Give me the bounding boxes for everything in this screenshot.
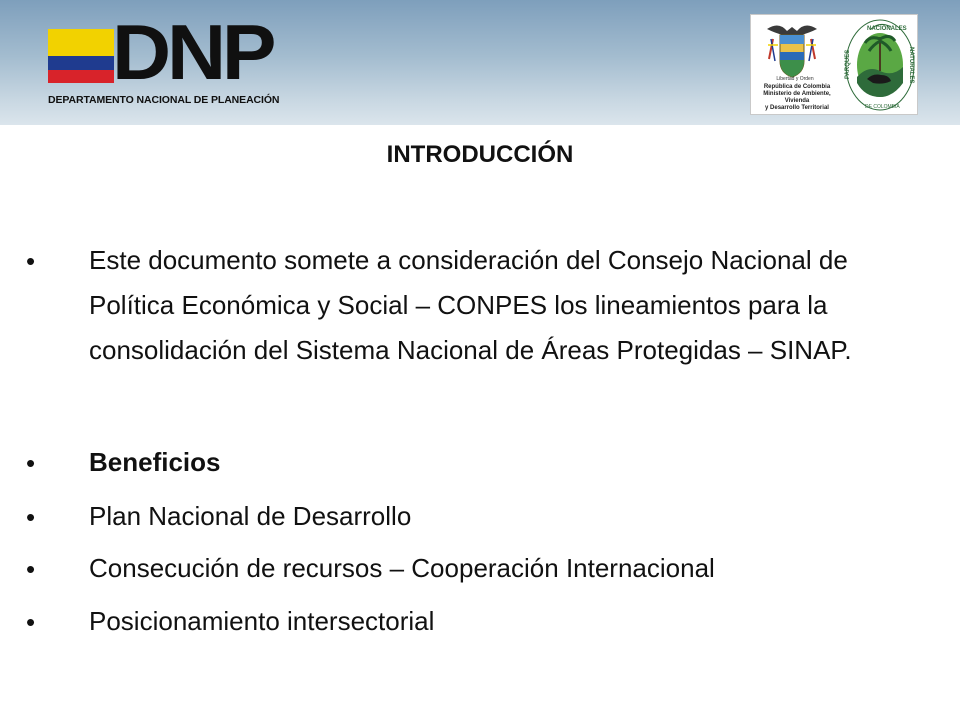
bullet-dot: • — [26, 607, 36, 637]
colombia-flag-icon — [48, 29, 114, 83]
seal-motto: Libertad y Orden — [776, 76, 814, 82]
benefit-text: Plan Nacional de Desarrollo — [89, 501, 412, 531]
slide-header — [0, 0, 960, 125]
bullet-dot: • — [26, 246, 36, 276]
svg-text:NACIONALES: NACIONALES — [867, 26, 907, 32]
svg-text:DE COLOMBIA: DE COLOMBIA — [865, 104, 900, 110]
benefit-text: Consecución de recursos – Cooperación Internacional — [89, 553, 715, 583]
dnp-subtitle: DEPARTAMENTO NACIONAL DE PLANEACIÓN — [48, 94, 280, 106]
slide-title: INTRODUCCIÓN — [386, 141, 574, 168]
intro-paragraph: Este documento somete a consideración del Consejo Nacional de Política Económica y Social – CONPES los lineamientos para la consolidación del Sistema Nacional de Áreas Protegidas – SINAP. — [89, 245, 852, 365]
dnp-wordmark: DNP — [112, 8, 273, 96]
seal-colombia-caption: República de Colombia Ministerio de Ambiente, Vivienda y Desarrollo Territorial — [763, 84, 831, 111]
svg-text:PARQUES: PARQUES — [845, 49, 851, 79]
dnp-logo — [48, 8, 298, 107]
benefit-text: Posicionamiento intersectorial — [89, 606, 435, 636]
bullet-dot: • — [26, 448, 36, 478]
benefits-heading: Beneficios — [89, 447, 221, 477]
coat-of-arms-icon — [763, 19, 821, 81]
institutional-seals — [750, 14, 918, 115]
parques-nacionales-seal-icon — [843, 17, 915, 112]
svg-text:NATURALES: NATURALES — [908, 47, 914, 84]
bullet-dot: • — [26, 554, 36, 584]
bullet-dot: • — [26, 502, 36, 532]
